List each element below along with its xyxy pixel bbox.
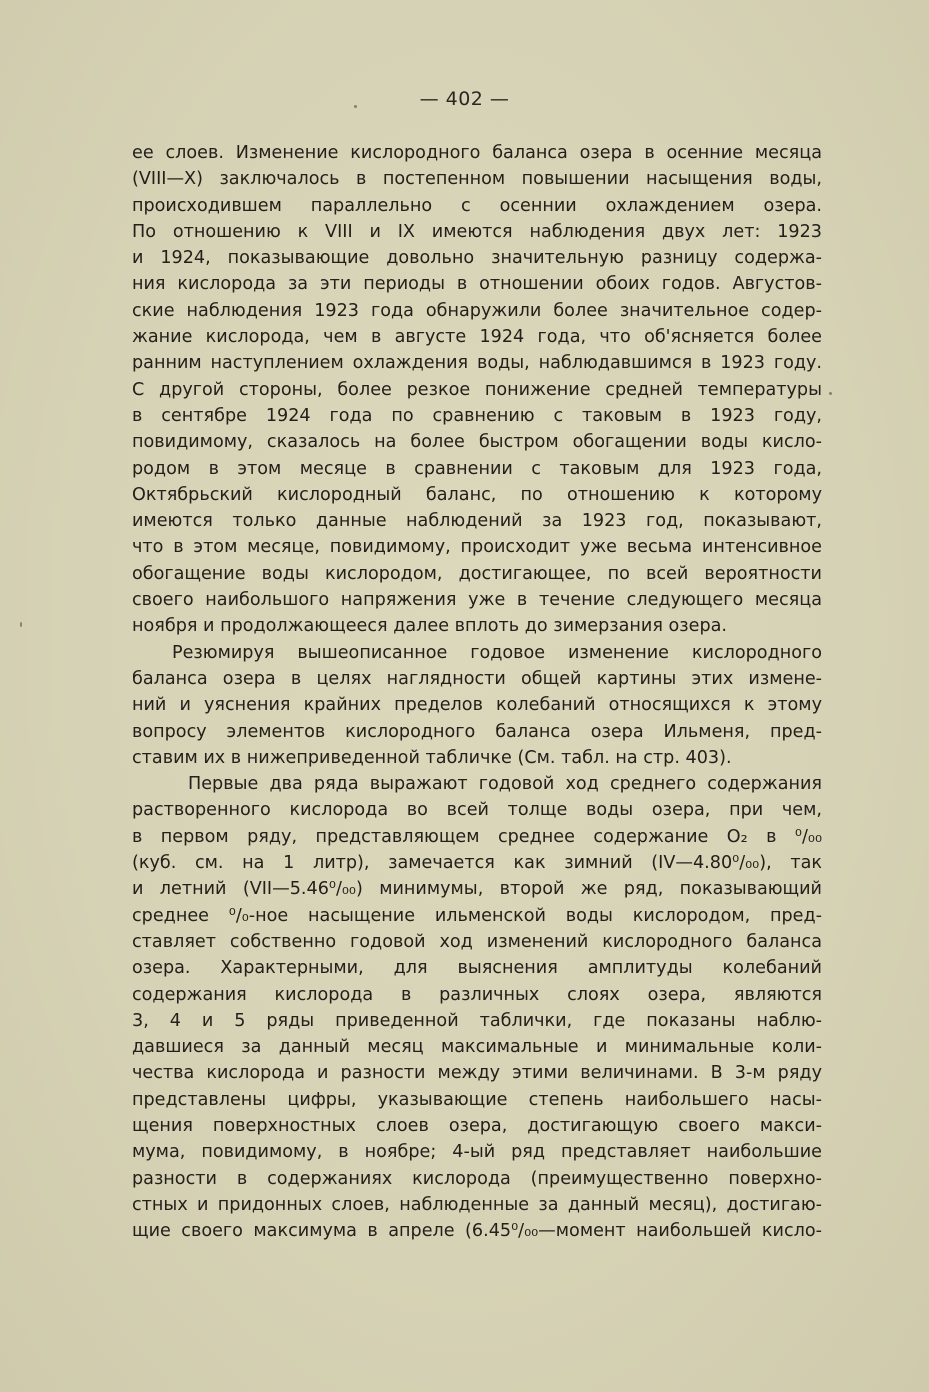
text-line: в сентябре 1924 года по сравнению с таковым в 1923 году, [132, 405, 822, 426]
text-line: в первом ряду, представляющем среднее содержание O₂ в ⁰/₀₀ [132, 826, 822, 847]
text-line: щие своего максимума в апреле (6.45⁰/₀₀—момент наибольшей кисло- [132, 1221, 822, 1242]
text-line: родом в этом месяце в сравнении с таковым для 1923 года, [132, 458, 822, 479]
page-number: — 402 — [419, 88, 510, 110]
text-line: давшиеся за данный месяц максимальные и минимальные коли- [132, 1037, 822, 1058]
text-line: и 1924, показывающие довольно значительную разницу содержа- [132, 248, 822, 269]
text-line: что в этом месяце, повидимому, происходит уже весьма интенсивное [132, 537, 822, 558]
text-line: разности в содержаниях кислорода (преимущественно поверхно- [132, 1168, 822, 1189]
paper-speck [20, 622, 22, 627]
text-line: своего наибольшого напряжения уже в течение следующего месяца [132, 590, 822, 611]
paper-speck [354, 105, 357, 108]
text-line: стных и придонных слоев, наблюденные за данный месяц), достигаю- [132, 1194, 822, 1215]
text-line: обогащение воды кислородом, достигающее, по всей вероятности [132, 563, 822, 584]
text-line: озера. Характерными, для выяснения амплитуды колебаний [132, 958, 822, 979]
text-line: (VIII—X) заключалось в постепенном повышении насыщения воды, [132, 169, 822, 190]
text-line: Первые два ряда выражают годовой ход среднего содержания [188, 774, 822, 795]
text-line: ские наблюдения 1923 года обнаружили более значительное содер- [132, 300, 822, 321]
paper-speck [829, 392, 832, 395]
text-line: ставим их в нижеприведенной табличке (См. табл. на стр. 403). [132, 747, 732, 768]
text-line: растворенного кислорода во всей толще воды озера, при чем, [132, 800, 822, 821]
paragraph-3 [132, 771, 822, 1244]
text-line: С другой стороны, более резкое понижение средней температуры [132, 379, 822, 400]
paragraph-1 [132, 140, 822, 640]
paragraph-2 [132, 640, 822, 771]
text-line: 3, 4 и 5 ряды приведенной таблички, где показаны наблю- [132, 1010, 822, 1031]
text-line: ее слоев. Изменение кислородного баланса озера в осенние месяца [132, 143, 822, 163]
text-line: ния кислорода за эти периоды в отношении обоих годов. Августов- [132, 274, 822, 295]
text-line: представлены цифры, указывающие степень наибольшего насы- [132, 1089, 822, 1110]
text-line: По отношению к VIII и IX имеются наблюдения двух лет: 1923 [132, 221, 822, 242]
text-line: ранним наступлением охлаждения воды, наблюдавшимся в 1923 году. [132, 353, 822, 374]
text-line: жание кислорода, чем в августе 1924 года, что об'ясняется более [132, 327, 822, 348]
text-line: ставляет собственно годовой ход изменений кислородного баланса [132, 931, 822, 952]
text-line: повидимому, сказалось на более быстром обогащении воды кисло- [132, 432, 822, 453]
text-line: щения поверхностных слоев озера, достигающую своего макси- [132, 1115, 822, 1136]
text-line: баланса озера в целях наглядности общей картины этих измене- [132, 668, 822, 689]
text-line: мума, повидимому, в ноябре; 4-ый ряд представляет наибольшие [132, 1142, 822, 1163]
text-line: происходившем параллельно с осеннии охлаждением озера. [132, 195, 822, 216]
text-line: вопросу элементов кислородного баланса озера Ильменя, пред- [132, 721, 822, 742]
text-line: Октябрьский кислородный баланс, по отношению к которому [132, 484, 822, 505]
text-line: Резюмируя вышеописанное годовое изменение кислородного [172, 642, 822, 663]
text-line: имеются только данные наблюдений за 1923 год, показывают, [132, 511, 822, 532]
text-line: среднее ⁰/₀-ное насыщение ильменской воды кислородом, пред- [132, 905, 822, 926]
text-line: ноября и продолжающееся далее вплоть до зимерзания озера. [132, 616, 728, 637]
text-line: содержания кислорода в различных слоях озера, являются [132, 984, 822, 1005]
text-line: (куб. см. на 1 литр), замечается как зимний (IV—4.80⁰/₀₀), так [132, 853, 822, 874]
body-text [132, 140, 822, 1244]
text-line: чества кислорода и разности между этими величинами. В 3-м ряду [132, 1063, 822, 1084]
text-line: и летний (VII—5.46⁰/₀₀) минимумы, второй же ряд, показывающий [132, 879, 822, 900]
text-line: ний и уяснения крайних пределов колебаний относящихся к этому [132, 695, 822, 716]
